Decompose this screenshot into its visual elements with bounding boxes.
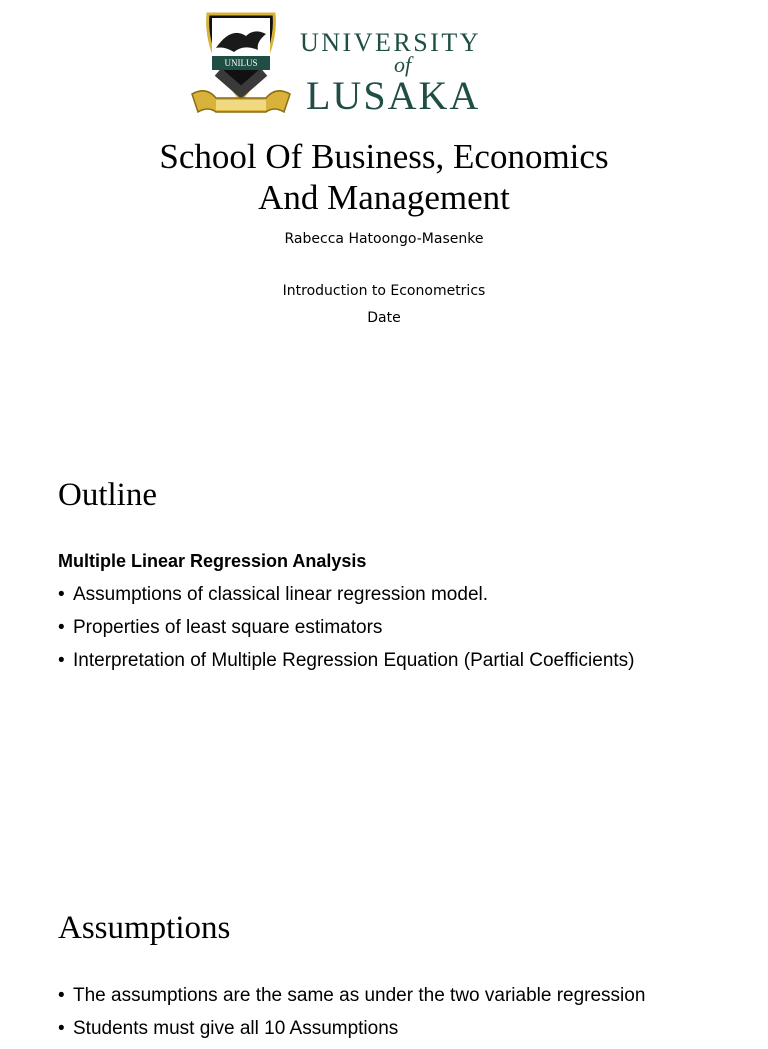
bullet-icon: • xyxy=(58,650,65,671)
logo-word-university: UNIVERSITY xyxy=(300,28,481,57)
course-name: Introduction to Econometrics xyxy=(282,283,486,299)
outline-heading: Outline xyxy=(58,477,157,513)
bullet-icon: • xyxy=(58,617,65,638)
assumptions-heading: Assumptions xyxy=(58,910,231,946)
list-item: • Interpretation of Multiple Regression Equation (Partial Coefficients) xyxy=(58,648,635,681)
author-name: Rabecca Hatoongo-Masenke xyxy=(284,231,484,247)
logo-word-lusaka: LUSAKA xyxy=(306,73,481,118)
assumptions-bullet-list xyxy=(58,983,645,1049)
date-label: Date xyxy=(367,310,401,326)
list-item: • Assumptions of classical linear regression model. xyxy=(58,582,635,615)
list-item: • Students must give all 10 Assumptions xyxy=(58,1016,645,1049)
list-item: • The assumptions are the same as under the two variable regression xyxy=(58,983,645,1016)
bullet-icon: • xyxy=(58,1018,65,1039)
bullet-icon: • xyxy=(58,985,65,1006)
list-item: • Properties of least square estimators xyxy=(58,615,635,648)
outline-subheading: Multiple Linear Regression Analysis xyxy=(58,551,367,571)
logo-word-of: of xyxy=(394,52,412,77)
svg-text:UNILUS: UNILUS xyxy=(224,58,258,68)
bullet-icon: • xyxy=(58,584,65,605)
slide-title-line-1: School Of Business, Economics xyxy=(159,137,609,176)
outline-bullet-list xyxy=(58,582,635,681)
slide-title-line-2: And Management xyxy=(258,178,510,217)
